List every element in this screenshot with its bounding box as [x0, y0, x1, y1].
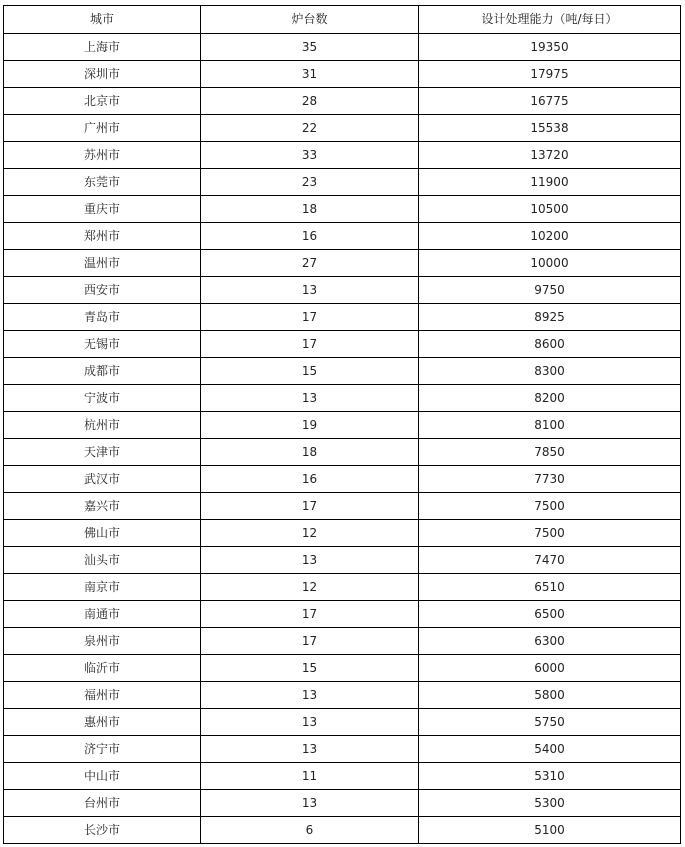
table-row — [4, 412, 681, 439]
table-row — [4, 493, 681, 520]
cell-design-capacity: 5750 — [419, 709, 681, 736]
city-incinerator-table — [3, 5, 681, 844]
cell-furnace-count: 13 — [201, 736, 419, 763]
cell-design-capacity: 17975 — [419, 61, 681, 88]
cell-furnace-count: 13 — [201, 277, 419, 304]
cell-design-capacity: 10000 — [419, 250, 681, 277]
table-row — [4, 709, 681, 736]
cell-furnace-count: 6 — [201, 817, 419, 844]
cell-furnace-count: 15 — [201, 358, 419, 385]
cell-furnace-count: 23 — [201, 169, 419, 196]
table-row — [4, 439, 681, 466]
cell-design-capacity: 13720 — [419, 142, 681, 169]
cell-city: 南京市 — [4, 574, 201, 601]
table-row — [4, 250, 681, 277]
cell-city: 青岛市 — [4, 304, 201, 331]
table-row — [4, 628, 681, 655]
cell-city: 汕头市 — [4, 547, 201, 574]
cell-furnace-count: 13 — [201, 709, 419, 736]
table-row — [4, 682, 681, 709]
cell-city: 东莞市 — [4, 169, 201, 196]
cell-city: 成都市 — [4, 358, 201, 385]
table-row — [4, 655, 681, 682]
table-row — [4, 34, 681, 61]
cell-design-capacity: 7850 — [419, 439, 681, 466]
cell-furnace-count: 28 — [201, 88, 419, 115]
cell-design-capacity: 8200 — [419, 385, 681, 412]
cell-furnace-count: 11 — [201, 763, 419, 790]
table-row — [4, 88, 681, 115]
cell-furnace-count: 13 — [201, 682, 419, 709]
table-row — [4, 574, 681, 601]
cell-city: 嘉兴市 — [4, 493, 201, 520]
cell-city: 中山市 — [4, 763, 201, 790]
cell-city: 佛山市 — [4, 520, 201, 547]
table-row — [4, 520, 681, 547]
table-row — [4, 169, 681, 196]
cell-city: 重庆市 — [4, 196, 201, 223]
cell-design-capacity: 7500 — [419, 520, 681, 547]
cell-design-capacity: 7470 — [419, 547, 681, 574]
table-row — [4, 277, 681, 304]
table-row — [4, 547, 681, 574]
table-row — [4, 736, 681, 763]
cell-design-capacity: 8600 — [419, 331, 681, 358]
cell-city: 苏州市 — [4, 142, 201, 169]
cell-city: 天津市 — [4, 439, 201, 466]
cell-city: 南通市 — [4, 601, 201, 628]
cell-design-capacity: 16775 — [419, 88, 681, 115]
cell-furnace-count: 13 — [201, 385, 419, 412]
cell-design-capacity: 6500 — [419, 601, 681, 628]
table-row — [4, 61, 681, 88]
cell-city: 济宁市 — [4, 736, 201, 763]
table-row — [4, 223, 681, 250]
cell-city: 长沙市 — [4, 817, 201, 844]
cell-furnace-count: 31 — [201, 61, 419, 88]
cell-city: 郑州市 — [4, 223, 201, 250]
cell-design-capacity: 6510 — [419, 574, 681, 601]
cell-design-capacity: 15538 — [419, 115, 681, 142]
cell-city: 无锡市 — [4, 331, 201, 358]
table-row — [4, 196, 681, 223]
cell-design-capacity: 6000 — [419, 655, 681, 682]
cell-furnace-count: 16 — [201, 223, 419, 250]
cell-furnace-count: 12 — [201, 574, 419, 601]
cell-design-capacity: 5310 — [419, 763, 681, 790]
table-row — [4, 385, 681, 412]
cell-furnace-count: 13 — [201, 547, 419, 574]
table-row — [4, 601, 681, 628]
cell-city: 台州市 — [4, 790, 201, 817]
cell-city: 泉州市 — [4, 628, 201, 655]
cell-furnace-count: 33 — [201, 142, 419, 169]
cell-design-capacity: 8100 — [419, 412, 681, 439]
table-row — [4, 115, 681, 142]
cell-furnace-count: 17 — [201, 331, 419, 358]
cell-furnace-count: 18 — [201, 196, 419, 223]
cell-design-capacity: 19350 — [419, 34, 681, 61]
cell-design-capacity: 11900 — [419, 169, 681, 196]
header-city: 城市 — [4, 6, 201, 34]
cell-furnace-count: 19 — [201, 412, 419, 439]
table-row — [4, 142, 681, 169]
cell-city: 北京市 — [4, 88, 201, 115]
cell-design-capacity: 8300 — [419, 358, 681, 385]
cell-furnace-count: 15 — [201, 655, 419, 682]
cell-city: 福州市 — [4, 682, 201, 709]
table-row — [4, 817, 681, 844]
table-header-row — [4, 6, 681, 34]
cell-furnace-count: 17 — [201, 628, 419, 655]
cell-city: 惠州市 — [4, 709, 201, 736]
cell-furnace-count: 17 — [201, 493, 419, 520]
city-incinerator-table-container — [3, 5, 680, 844]
cell-furnace-count: 17 — [201, 304, 419, 331]
header-design-capacity: 设计处理能力（吨/每日） — [419, 6, 681, 34]
cell-design-capacity: 10200 — [419, 223, 681, 250]
header-furnace-count: 炉台数 — [201, 6, 419, 34]
cell-design-capacity: 7500 — [419, 493, 681, 520]
cell-design-capacity: 5400 — [419, 736, 681, 763]
cell-design-capacity: 9750 — [419, 277, 681, 304]
cell-city: 深圳市 — [4, 61, 201, 88]
cell-furnace-count: 17 — [201, 601, 419, 628]
table-body — [4, 34, 681, 844]
cell-design-capacity: 6300 — [419, 628, 681, 655]
cell-design-capacity: 5100 — [419, 817, 681, 844]
cell-furnace-count: 22 — [201, 115, 419, 142]
cell-city: 临沂市 — [4, 655, 201, 682]
cell-furnace-count: 18 — [201, 439, 419, 466]
cell-furnace-count: 12 — [201, 520, 419, 547]
cell-furnace-count: 35 — [201, 34, 419, 61]
table-row — [4, 763, 681, 790]
cell-design-capacity: 5800 — [419, 682, 681, 709]
cell-city: 西安市 — [4, 277, 201, 304]
table-row — [4, 331, 681, 358]
cell-design-capacity: 8925 — [419, 304, 681, 331]
table-row — [4, 304, 681, 331]
cell-city: 杭州市 — [4, 412, 201, 439]
cell-furnace-count: 27 — [201, 250, 419, 277]
cell-city: 广州市 — [4, 115, 201, 142]
cell-city: 上海市 — [4, 34, 201, 61]
cell-city: 宁波市 — [4, 385, 201, 412]
cell-design-capacity: 7730 — [419, 466, 681, 493]
cell-design-capacity: 5300 — [419, 790, 681, 817]
table-row — [4, 790, 681, 817]
cell-furnace-count: 13 — [201, 790, 419, 817]
table-row — [4, 466, 681, 493]
cell-furnace-count: 16 — [201, 466, 419, 493]
cell-city: 武汉市 — [4, 466, 201, 493]
table-row — [4, 358, 681, 385]
cell-design-capacity: 10500 — [419, 196, 681, 223]
cell-city: 温州市 — [4, 250, 201, 277]
